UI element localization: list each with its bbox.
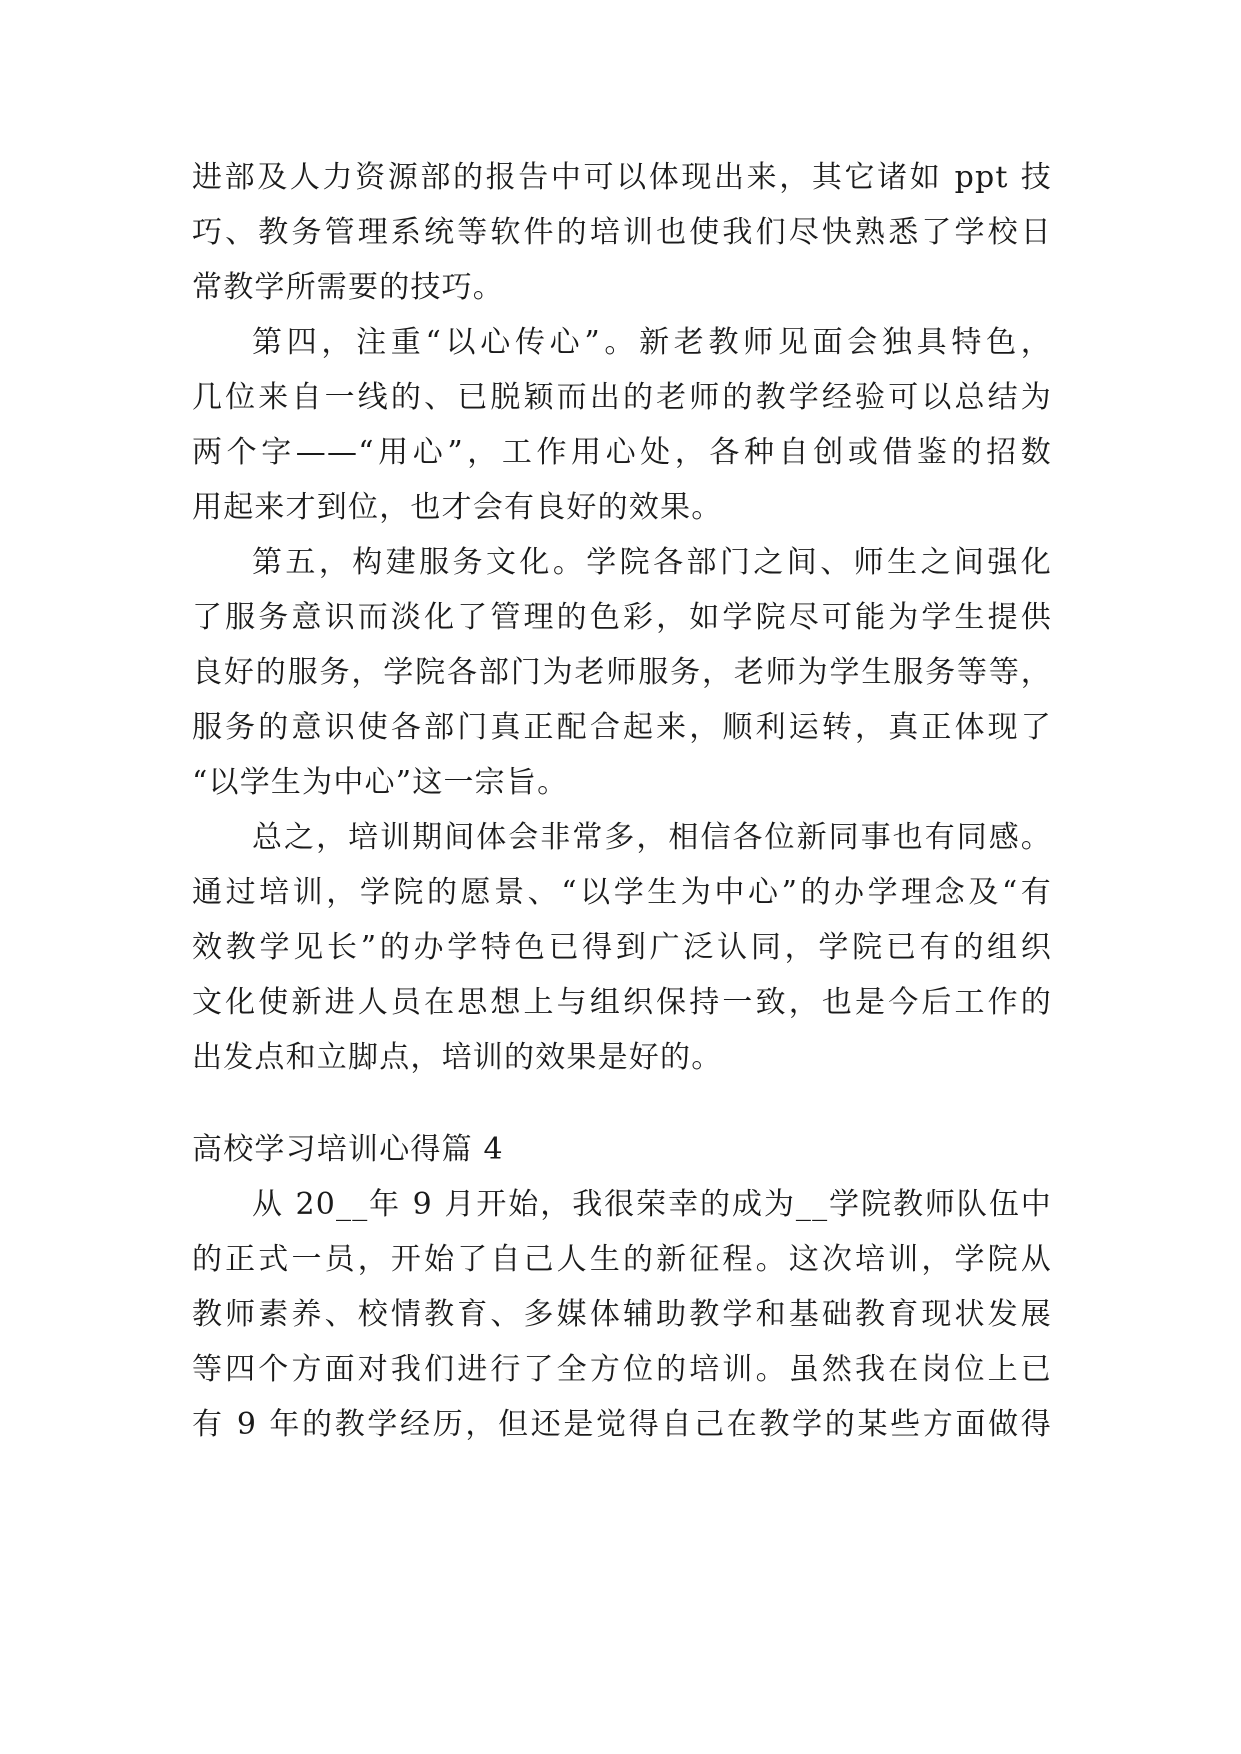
paragraph-first-line: 从 20__年 9 月开始，我很荣幸的成为__学院教师队伍中	[252, 1187, 1052, 1222]
text-line: 服务的意识使各部门真正配合起来，顺利运转，真正体现了	[192, 710, 1052, 745]
text-line: 常教学所需要的技巧。	[192, 270, 504, 305]
text-line: 几位来自一线的、已脱颖而出的老师的教学经验可以总结为	[192, 380, 1052, 415]
text-line: 教师素养、校情教育、多媒体辅助教学和基础教育现状发展	[192, 1297, 1052, 1332]
text-line: 了服务意识而淡化了管理的色彩，如学院尽可能为学生提供	[192, 600, 1052, 635]
text-line: 等四个方面对我们进行了全方位的培训。虽然我在岗位上已	[192, 1352, 1052, 1387]
paragraph-first-line: 第五，构建服务文化。学院各部门之间、师生之间强化	[252, 545, 1052, 580]
text-line: 巧、教务管理系统等软件的培训也使我们尽快熟悉了学校日	[192, 215, 1052, 250]
text-line: 两个字——“用心”，工作用心处，各种自创或借鉴的招数	[192, 435, 1052, 470]
text-line: 通过培训，学院的愿景、“以学生为中心”的办学理念及“有	[192, 875, 1052, 910]
text-line: 出发点和立脚点，培训的效果是好的。	[192, 1040, 723, 1075]
paragraph-first-line: 总之，培训期间体会非常多，相信各位新同事也有同感。	[252, 820, 1052, 855]
paragraph-first-line: 第四，注重“以心传心”。新老教师见面会独具特色，	[252, 325, 1052, 360]
text-line: 进部及人力资源部的报告中可以体现出来，其它诸如 ppt 技	[192, 160, 1052, 195]
text-line: 有 9 年的教学经历，但还是觉得自己在教学的某些方面做得	[192, 1407, 1052, 1442]
text-line: 良好的服务，学院各部门为老师服务，老师为学生服务等等，	[192, 655, 1052, 690]
text-line: 文化使新进人员在思想上与组织保持一致，也是今后工作的	[192, 985, 1052, 1020]
section-heading: 高校学习培训心得篇 4	[192, 1132, 504, 1167]
text-line: 的正式一员，开始了自己人生的新征程。这次培训，学院从	[192, 1242, 1052, 1277]
text-line: “以学生为中心”这一宗旨。	[192, 765, 569, 800]
text-line: 效教学见长”的办学特色已得到广泛认同，学院已有的组织	[192, 930, 1052, 965]
text-line: 用起来才到位，也才会有良好的效果。	[192, 490, 723, 525]
